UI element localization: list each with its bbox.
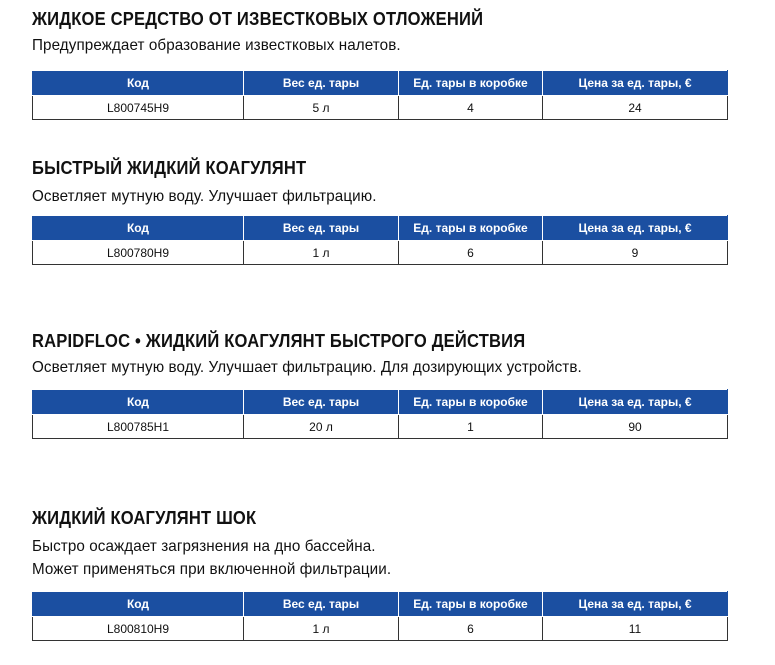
cell-weight: 20 л <box>244 415 399 439</box>
table-row <box>33 617 728 641</box>
product-table <box>32 215 728 265</box>
cell-code: L800785H1 <box>33 415 244 439</box>
cell-price: 11 <box>543 617 728 641</box>
cell-price: 24 <box>543 96 728 120</box>
header-price: Цена за ед. тары, € <box>543 390 728 415</box>
product-section <box>32 157 727 260</box>
table-header-row <box>33 71 728 96</box>
header-units-per-box: Ед. тары в коробке <box>399 216 543 241</box>
cell-units-per-box: 6 <box>399 617 543 641</box>
cell-price: 90 <box>543 415 728 439</box>
cell-units-per-box: 4 <box>399 96 543 120</box>
product-table <box>32 389 728 439</box>
product-section <box>32 507 727 636</box>
product-section <box>32 330 727 434</box>
header-price: Цена за ед. тары, € <box>543 216 728 241</box>
product-description: Осветляет мутную воду. Улучшает фильтрацию. Для дозирующих устройств. <box>32 359 582 376</box>
header-weight: Вес ед. тары <box>244 592 399 617</box>
header-code: Код <box>33 71 244 96</box>
header-weight: Вес ед. тары <box>244 390 399 415</box>
table-row <box>33 415 728 439</box>
product-title: ЖИДКОЕ СРЕДСТВО ОТ ИЗВЕСТКОВЫХ ОТЛОЖЕНИЙ <box>32 9 484 29</box>
product-description: Быстро осаждает загрязнения на дно бассейна. <box>32 538 376 555</box>
product-section <box>32 8 727 115</box>
table-header-row <box>33 390 728 415</box>
product-description: Осветляет мутную воду. Улучшает фильтрацию. <box>32 188 377 205</box>
header-units-per-box: Ед. тары в коробке <box>399 390 543 415</box>
header-price: Цена за ед. тары, € <box>543 71 728 96</box>
header-code: Код <box>33 390 244 415</box>
cell-units-per-box: 1 <box>399 415 543 439</box>
product-table <box>32 591 728 641</box>
product-table <box>32 70 728 120</box>
header-weight: Вес ед. тары <box>244 71 399 96</box>
cell-code: L800810H9 <box>33 617 244 641</box>
header-weight: Вес ед. тары <box>244 216 399 241</box>
cell-code: L800780H9 <box>33 241 244 265</box>
header-units-per-box: Ед. тары в коробке <box>399 71 543 96</box>
cell-units-per-box: 6 <box>399 241 543 265</box>
product-title: БЫСТРЫЙ ЖИДКИЙ КОАГУЛЯНТ <box>32 158 307 178</box>
header-units-per-box: Ед. тары в коробке <box>399 592 543 617</box>
product-description: Предупреждает образование известковых налетов. <box>32 37 401 54</box>
cell-weight: 1 л <box>244 617 399 641</box>
product-title: ЖИДКИЙ КОАГУЛЯНТ ШОК <box>32 508 257 528</box>
cell-weight: 5 л <box>244 96 399 120</box>
header-code: Код <box>33 216 244 241</box>
header-code: Код <box>33 592 244 617</box>
header-price: Цена за ед. тары, € <box>543 592 728 617</box>
table-row <box>33 96 728 120</box>
product-description-line-2: Может применяться при включенной фильтрации. <box>32 561 392 578</box>
cell-price: 9 <box>543 241 728 265</box>
table-header-row <box>33 216 728 241</box>
table-header-row <box>33 592 728 617</box>
table-row <box>33 241 728 265</box>
cell-weight: 1 л <box>244 241 399 265</box>
cell-code: L800745H9 <box>33 96 244 120</box>
product-title: RAPIDFLOC • ЖИДКИЙ КОАГУЛЯНТ БЫСТРОГО ДЕЙСТВИЯ <box>32 331 526 351</box>
